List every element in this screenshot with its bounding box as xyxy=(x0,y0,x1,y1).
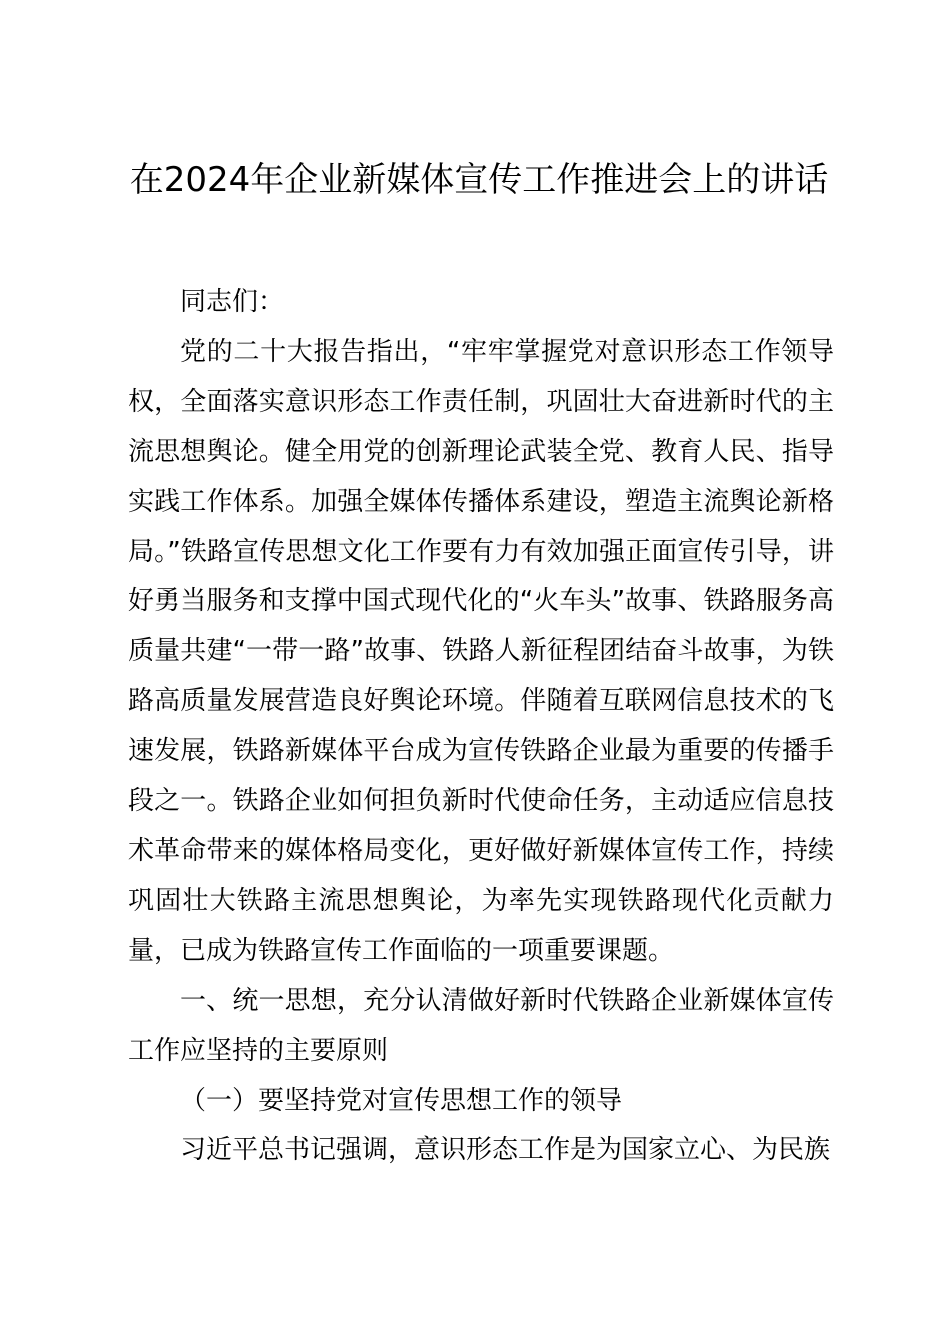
body-paragraph: 习近平总书记强调，意识形态工作是为国家立心、为民族 xyxy=(180,1135,831,1166)
intro-paragraph: 党的二十大报告指出，“牢牢掌握党对意识形态工作领导权，全面落实意识形态工作责任制，巩固壮大奋进新时代的主流思想舆论。健全用党的创新理论武装全党、教育人民、指导实践工作体系。加强全媒体传播体系建设，塑造主流舆论新格局。”铁路宣传思想文化工作要有力有效加强正面宣传引导，讲好勇当服务和支撑中国式现代化的“火车头”故事、铁路服务高质量共建“一带一路”故事、铁路人新征程团结奋斗故事，为铁路高质量发展营造良好舆论环境。伴随着互联网信息技术的飞速发展，铁路新媒体平台成为宣传铁路企业最为重要的传播手段之一。铁路企业如何担负新时代使命任务，主动适应信息技术革命带来的媒体格局变化，更好做好新媒体宣传工作，持续巩固壮大铁路主流思想舆论，为率先实现铁路现代化贡献力量，已成为铁路宣传工作面临的一项重要课题。 xyxy=(128,336,834,966)
salutation: 同志们： xyxy=(180,287,285,317)
document-title: 在2024年企业新媒体宣传工作推进会上的讲话 xyxy=(129,160,829,200)
section-heading: 一、统一思想，充分认清做好新时代铁路企业新媒体宣传工作应坚持的主要原则 xyxy=(128,985,834,1066)
subsection-heading: （一）要坚持党对宣传思想工作的领导 xyxy=(180,1085,623,1116)
document-body xyxy=(128,278,834,1176)
